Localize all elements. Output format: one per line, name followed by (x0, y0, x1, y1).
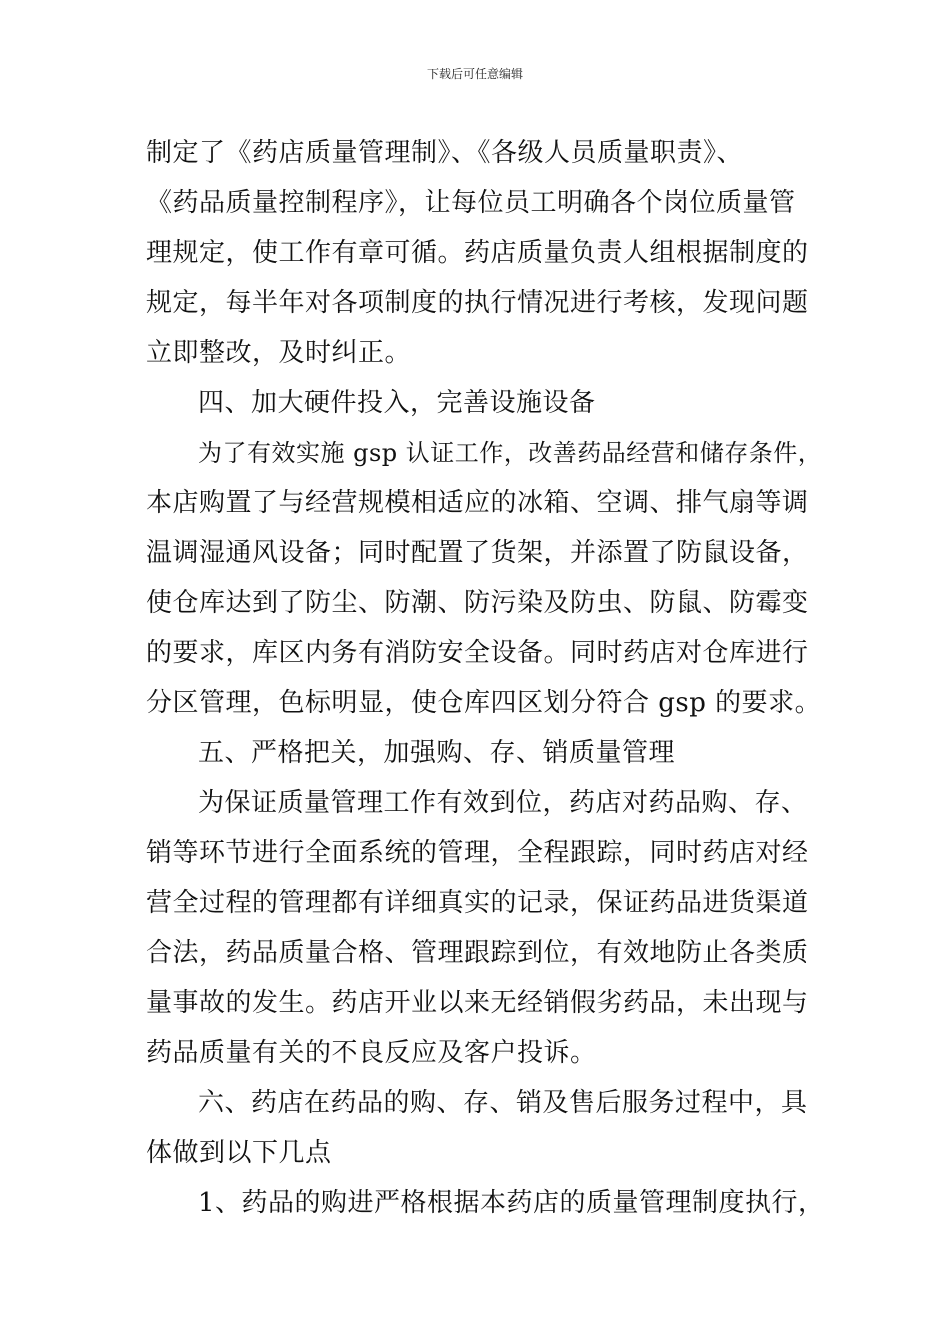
text-line: 立即整改，及时纠正。 (146, 338, 412, 368)
text-line: 合法，药品质量合格、管理跟踪到位，有效地防止各类质 (146, 938, 809, 968)
page-header: 下载后可任意编辑 (426, 67, 523, 81)
text-line: 分区管理，色标明显，使仓库四区划分符合 gsp 的要求。 (146, 688, 822, 718)
text-line: 为了有效实施 gsp 认证工作，改善药品经营和储存条件， (198, 439, 823, 467)
text-line: 规定，每半年对各项制度的执行情况进行考核，发现问题 (146, 288, 809, 318)
text-line: 制定了《药店质量管理制》、《各级人员质量职责》、 (146, 138, 744, 168)
text-line: 使仓库达到了防尘、防潮、防污染及防虫、防鼠、防霉变 (146, 588, 809, 618)
text-line: 《药品质量控制程序》，让每位员工明确各个岗位质量管 (146, 188, 796, 218)
text-line: 药品质量有关的不良反应及客户投诉。 (146, 1038, 597, 1068)
section-heading: 六、药店在药品的购、存、销及售后服务过程中，具 (198, 1088, 808, 1118)
text-line: 本店购置了与经营规模相适应的冰箱、空调、排气扇等调 (146, 488, 809, 518)
text-line: 体做到以下几点 (146, 1138, 332, 1168)
section-heading: 五、严格把关，加强购、存、销质量管理 (198, 738, 676, 768)
text-line: 为保证质量管理工作有效到位，药店对药品购、存、 (198, 788, 808, 818)
document-body (146, 128, 825, 1228)
text-line: 1、药品的购进严格根据本药店的质量管理制度执行， (198, 1188, 825, 1218)
text-line: 理规定，使工作有章可循。药店质量负责人组根据制度的 (146, 238, 809, 268)
text-line: 营全过程的管理都有详细真实的记录，保证药品进货渠道 (146, 888, 809, 918)
text-line: 销等环节进行全面系统的管理，全程跟踪，同时药店对经 (146, 838, 809, 868)
text-line: 的要求，库区内务有消防安全设备。同时药店对仓库进行 (146, 638, 809, 668)
section-heading: 四、加大硬件投入，完善设施设备 (198, 388, 596, 418)
text-line: 温调湿通风设备；同时配置了货架，并添置了防鼠设备， (146, 538, 809, 568)
text-line: 量事故的发生。药店开业以来无经销假劣药品，未出现与 (146, 988, 809, 1018)
